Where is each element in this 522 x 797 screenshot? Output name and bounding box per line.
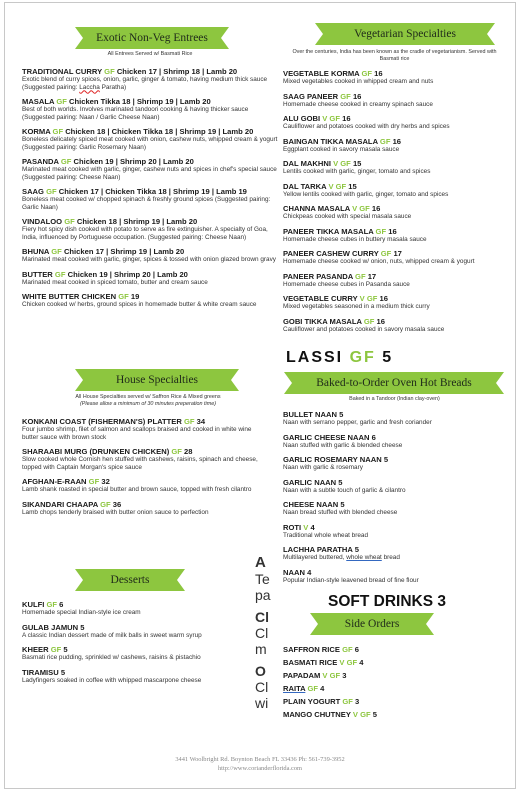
item-desc: Naan with garlic & rosemary xyxy=(283,464,363,471)
item-desc: Marinated meat cooked with garlic, ginger, cashew nuts and spices in chef's special sauce (Suggested pairing: Cheese Naan) xyxy=(22,166,277,181)
item-price: 5 xyxy=(339,410,344,419)
item-tag: V GF xyxy=(328,181,347,191)
desserts-title: Desserts xyxy=(110,574,150,586)
item-price: 5 xyxy=(63,645,68,654)
item-price: 5 xyxy=(383,455,389,464)
item-price: 6 xyxy=(371,432,376,442)
item-tag: V GF xyxy=(352,710,371,719)
exotic-note: All Entrees Served w/ Basmati Rice xyxy=(107,51,193,57)
item-desc: Basmati rice pudding, sprinkled w/ cashews, raisins & pistachio xyxy=(22,654,201,661)
item-name: PLAIN YOGURT xyxy=(283,697,341,706)
item-name: SAAG PANEER xyxy=(283,91,339,101)
item-price: 5 xyxy=(80,622,85,632)
item-name: BULLET NAAN xyxy=(283,410,337,419)
item-price: Chicken 17 | Chicken Tikka 18 | Shrimp 19 | Lamb 19 xyxy=(58,187,247,196)
item-name: BHUNA xyxy=(22,247,50,256)
ghost-text xyxy=(255,555,271,711)
item-desc: Lamb shank roasted in special butter and brown sauce, topped with fresh cilantro xyxy=(22,486,252,493)
list-item xyxy=(22,217,282,241)
item-name: PANEER TIKKA MASALA xyxy=(283,226,374,236)
item-price: 16 xyxy=(371,204,381,213)
item-price: 16 xyxy=(388,226,397,236)
item-name: DAL MAKHNI xyxy=(283,159,331,168)
item-name: KULFI xyxy=(22,600,45,609)
item-name: VEGETABLE KORMA xyxy=(283,69,360,78)
item-name: NAAN xyxy=(283,567,305,577)
item-name: SAAG xyxy=(22,187,44,196)
item-desc-underlined: Laccha xyxy=(79,83,100,91)
item-name: CHEESE NAAN xyxy=(283,500,339,509)
item-desc: Eggplant cooked in savory masala sauce xyxy=(283,145,400,153)
list-item xyxy=(22,67,282,91)
breads-list xyxy=(283,410,508,590)
list-item xyxy=(283,684,483,693)
item-name: SIKANDARI CHAAPA xyxy=(22,499,98,509)
list-item xyxy=(283,182,511,199)
veg-title: Vegetarian Specialties xyxy=(354,28,456,40)
item-tag: GF xyxy=(54,269,66,279)
item-price: 15 xyxy=(352,159,362,168)
item-desc: Chickpeas cooked with special masala sauce xyxy=(283,213,412,220)
item-tag: GF xyxy=(64,217,75,226)
list-item xyxy=(22,127,282,151)
item-desc-tail: bread xyxy=(383,554,400,561)
item-tag: GF xyxy=(100,499,111,509)
exotic-title: Exotic Non-Veg Entrees xyxy=(96,32,208,44)
house-banner xyxy=(75,369,239,391)
list-item xyxy=(22,187,282,211)
item-price: 5 xyxy=(60,667,66,677)
list-item xyxy=(283,137,511,154)
item-tag: GF xyxy=(375,226,387,236)
item-name: GARLIC CHEESE NAAN xyxy=(283,432,370,442)
item-name: DAL TARKA xyxy=(283,181,327,191)
list-item xyxy=(22,447,262,471)
item-tag: GF xyxy=(379,136,391,146)
item-price: Chicken 18 | Shrimp 19 | Lamb 20 xyxy=(76,217,198,226)
ghost-line: Te xyxy=(255,571,270,587)
item-name: GOBI TIKKA MASALA xyxy=(283,316,362,326)
sides-banner xyxy=(310,613,434,635)
item-name: TIRAMISU xyxy=(22,667,59,677)
item-price: Chicken 17 | Shrimp 19 | Lamb 20 xyxy=(63,247,185,256)
item-tag: GF xyxy=(361,69,373,78)
list-item xyxy=(283,568,508,585)
item-price: 4 xyxy=(320,684,325,693)
item-desc: Fiery hot spicy dish cooked with potato to serve as fire extinguisher. A specialty of Goa, India, influenced by Portuguese occupation. (Suggested pairing: Cheese Naan) xyxy=(22,226,268,241)
item-name: PASANDA xyxy=(22,157,59,166)
item-name: TRADITIONAL CURRY xyxy=(22,67,103,76)
footer-url[interactable]: http://www.corianderflorida.com xyxy=(217,765,303,772)
item-tag: GF xyxy=(51,247,62,256)
item-desc: Naan with a subtle touch of garlic & cilantro xyxy=(283,486,406,494)
item-name: LACHHA PARATHA xyxy=(283,545,353,554)
ghost-line: O xyxy=(255,663,266,679)
item-desc: Homemade cheese cooked in creamy spinach sauce xyxy=(283,100,433,108)
list-item xyxy=(22,157,282,181)
item-price: 16 xyxy=(352,91,362,101)
item-desc: Lentils cooked with garlic, ginger, tomato and spices xyxy=(283,168,431,175)
item-price: Chicken 19 | Shrimp 20 | Lamb 20 xyxy=(67,269,188,279)
list-item xyxy=(283,433,508,450)
item-tag: V GF xyxy=(333,159,351,168)
item-desc: Yellow lentils cooked with garlic, ginger, tomato and spices xyxy=(283,190,449,198)
item-name: CHANNA MASALA xyxy=(283,204,350,213)
item-price: 6 xyxy=(59,600,64,609)
ghost-line: wi xyxy=(255,695,269,711)
item-price: 4 xyxy=(310,522,315,532)
list-item xyxy=(283,272,511,289)
item-name: VEGETABLE CURRY xyxy=(283,294,358,303)
item-name: BUTTER xyxy=(22,269,53,279)
item-tag: GF xyxy=(342,645,353,654)
desserts-list xyxy=(22,600,252,690)
list-item xyxy=(283,658,483,667)
item-price: 36 xyxy=(112,499,122,509)
item-desc: Four jumbo shrimp, filet of salmon and scallops braised and cooked in white wine butter sauce with brown stock xyxy=(22,426,252,441)
item-name: MANGO CHUTNEY xyxy=(283,710,351,719)
breads-banner xyxy=(284,372,504,394)
item-desc: Traditional whole wheat bread xyxy=(283,531,369,539)
list-item xyxy=(283,500,508,517)
item-price: Chicken 19 | Shrimp 20 | Lamb 20 xyxy=(73,157,194,166)
item-price: 17 xyxy=(393,249,402,258)
list-item xyxy=(283,710,483,719)
list-item xyxy=(22,97,282,121)
item-desc: Chicken cooked w/ herbs, ground spices in homemade butter & white cream sauce xyxy=(22,301,257,308)
item-tag: V GF xyxy=(339,658,358,667)
ghost-line: A xyxy=(255,554,266,571)
item-price: 3 xyxy=(355,697,360,706)
house-note-line: All House Specialties served w/ Saffron Rice & Mixed greens xyxy=(75,394,221,400)
soft-drinks: SOFT DRINKS 3 xyxy=(328,593,446,610)
item-name: KONKANI COAST (FISHERMAN'S) PLATTER xyxy=(22,417,182,426)
list-item xyxy=(22,270,282,287)
footer-address: 3441 Woolbright Rd. Boynton Beach FL 33436 Ph: 561-739-3952 xyxy=(175,756,345,763)
exotic-list xyxy=(22,67,282,315)
list-item xyxy=(283,545,508,562)
list-item xyxy=(283,645,483,654)
item-tag: GF xyxy=(56,97,67,106)
list-item xyxy=(283,523,508,540)
list-item xyxy=(283,697,483,706)
item-desc: Marinated meat cooked with garlic, ginger, spices & tossed with onion glazed brown gravy xyxy=(22,256,276,263)
item-price: 16 xyxy=(379,294,388,303)
item-tag: GF xyxy=(184,417,195,426)
item-price: 6 xyxy=(354,645,359,654)
item-desc: Homemade cheese cubes in buttery masala sauce xyxy=(283,235,427,243)
lassi-clipped xyxy=(286,347,394,366)
item-desc: A classic Indian dessert made of milk balls in sweet warm syrup xyxy=(22,631,202,639)
item-name: SHARAABI MURG (DRUNKEN CHICKEN) xyxy=(22,447,170,456)
item-tag: GF xyxy=(50,645,62,654)
item-name: GARLIC NAAN xyxy=(283,477,337,487)
item-desc: Popular Indian-style leavened bread of fine flour xyxy=(283,576,419,584)
item-price: 5 xyxy=(340,500,345,509)
list-item xyxy=(283,204,511,221)
item-name: AFGHAN-E-RAAN xyxy=(22,477,87,486)
item-name: PAPADAM xyxy=(283,671,321,680)
item-price: 5 xyxy=(354,545,359,554)
item-tag: GF xyxy=(46,600,58,609)
item-price: Chicken 18 | Chicken Tikka 18 | Shrimp 19 | Lamb 20 xyxy=(65,127,254,136)
item-tag: V GF xyxy=(322,671,341,680)
list-item xyxy=(22,600,252,617)
item-tag: GF xyxy=(307,684,319,693)
item-name: KORMA xyxy=(22,127,51,136)
list-item xyxy=(22,417,262,441)
item-price: 3 xyxy=(342,671,347,680)
house-title: House Specialties xyxy=(115,374,199,386)
item-tag: V GF xyxy=(359,294,378,303)
list-item xyxy=(22,623,252,640)
item-price: 15 xyxy=(348,181,357,191)
item-price: 4 xyxy=(307,567,312,577)
ghost-line: m xyxy=(255,641,267,657)
item-name: BASMATI RICE xyxy=(283,658,338,667)
ghost-line: Cl xyxy=(255,609,269,625)
item-desc: Best of both worlds. Involves marinated tandoori cooking & having thicker sauce (Suggested pairing: Naan / Garlic Cheese Naan) xyxy=(22,106,249,121)
desserts-banner xyxy=(75,569,185,591)
list-item xyxy=(22,477,262,494)
item-price: 34 xyxy=(196,417,206,426)
list-item xyxy=(283,294,511,311)
item-desc: Slow cooked whole Cornish hen stuffed with cashews, raisins, spinach and cheese, topped with Captain Morgan's spice sauce xyxy=(22,456,258,471)
item-tag: GF xyxy=(355,271,366,281)
item-name: KHEER xyxy=(22,645,49,654)
item-tag: V GF xyxy=(322,114,340,123)
item-name: GULAB JAMUN xyxy=(22,622,79,632)
item-desc: Multilayered buttered, xyxy=(283,554,345,561)
item-desc: Homemade special Indian-style ice cream xyxy=(22,609,141,616)
item-price: 5 xyxy=(338,477,343,487)
item-desc: Boneless meat cooked w/ chopped spinach & freshly ground spices (Suggested pairing: Garlic Naan) xyxy=(22,196,271,211)
house-note xyxy=(23,394,273,408)
item-name: ALU GOBI xyxy=(283,114,321,123)
ghost-line: Cl xyxy=(255,679,269,695)
item-desc: Lamb chops tenderly braised with butter onion sauce to perfection xyxy=(22,508,209,516)
item-desc-underlined: whole wheat xyxy=(346,554,382,561)
item-tag: GF xyxy=(118,292,129,301)
list-item xyxy=(283,227,511,244)
item-desc: Mixed vegetables seasoned in a medium thick curry xyxy=(283,303,430,310)
list-item xyxy=(283,478,508,495)
ghost-line: pa xyxy=(255,587,271,603)
item-name: VINDALOO xyxy=(22,217,63,226)
list-item xyxy=(22,668,252,685)
item-desc: Naan stuffed with garlic & blended cheese xyxy=(283,441,403,449)
item-price: 16 xyxy=(392,136,402,146)
item-price: 16 xyxy=(376,316,385,326)
item-tag: GF xyxy=(104,67,115,76)
item-name: SAFFRON RICE xyxy=(283,645,340,654)
item-desc-tail: Paratha) xyxy=(101,83,127,91)
lassi-name: LASSI xyxy=(286,349,344,366)
item-desc: Naan with serrano pepper, garlic and fresh coriander xyxy=(283,419,432,426)
list-item xyxy=(283,159,511,176)
item-price: Chicken 17 | Shrimp 18 | Lamb 20 xyxy=(116,67,238,76)
item-name: PANEER CASHEW CURRY xyxy=(283,249,379,258)
veg-list xyxy=(283,69,511,339)
list-item xyxy=(22,645,252,662)
veg-note: Over the centuries, India has been known as the cradle of vegetarianism. Served with Basmati rice xyxy=(292,49,497,62)
item-price: 17 xyxy=(367,271,377,281)
item-tag: GF xyxy=(171,447,182,456)
list-item xyxy=(22,292,282,309)
list-item xyxy=(283,317,511,334)
list-item xyxy=(283,92,511,109)
item-desc: Mixed vegetables cooked in whipped cream and nuts xyxy=(283,78,434,85)
item-desc: Marinated meat cooked in spiced tomato, butter and cream sauce xyxy=(22,278,208,286)
veg-banner xyxy=(315,23,495,45)
item-desc: Ladyfingers soaked in coffee with whipped mascarpone cheese xyxy=(22,676,202,684)
item-name: BAINGAN TIKKA MASALA xyxy=(283,136,378,146)
item-desc: Homemade cheese cooked w/ onion, nuts, whipped cream & yogurt xyxy=(283,258,475,265)
item-tag: GF xyxy=(342,697,353,706)
list-item xyxy=(283,69,511,86)
item-price: 16 xyxy=(342,114,351,123)
list-item xyxy=(283,671,483,680)
item-name: PANEER PASANDA xyxy=(283,271,353,281)
ghost-line: Cl xyxy=(255,625,269,641)
item-tag: GF xyxy=(88,477,100,486)
item-tag: GF xyxy=(363,316,375,326)
item-name: ROTI xyxy=(283,522,302,532)
item-desc: Naan bread stuffed with blended cheese xyxy=(283,509,398,516)
item-name: GARLIC ROSEMARY NAAN xyxy=(283,455,382,464)
item-name: MASALA xyxy=(22,97,55,106)
footer xyxy=(5,755,515,773)
house-note-italic: (Please allow a minimum of 30 minutes preperation time) xyxy=(79,401,217,407)
item-desc: Homemade cheese cubes in Pasanda sauce xyxy=(283,280,410,288)
item-price: 16 xyxy=(374,69,383,78)
item-name: WHITE BUTTER CHICKEN xyxy=(22,292,117,301)
item-tag: V GF xyxy=(352,204,370,213)
item-price: 28 xyxy=(184,447,193,456)
list-item xyxy=(283,114,511,131)
list-item xyxy=(283,455,508,472)
breads-note: Baked in a Tandoor (Indian clay-oven) xyxy=(349,396,440,402)
item-tag: GF xyxy=(46,187,57,196)
item-price: 4 xyxy=(359,658,364,667)
item-tag: V xyxy=(303,522,309,532)
list-item xyxy=(283,249,511,266)
sides-list xyxy=(283,645,483,723)
house-list xyxy=(22,417,262,522)
item-desc: Cauliflower and potatoes cooked with dry herbs and spices xyxy=(283,123,450,130)
menu-page xyxy=(4,2,516,789)
item-tag: GF xyxy=(52,127,64,136)
item-price: Chicken Tikka 18 | Shrimp 19 | Lamb 20 xyxy=(69,97,211,106)
item-desc: Boneless delicately spiced meat cooked with onion, cashew nuts, whipped cream & yogurt (Suggested pairing: Garlic Rosemary Naan) xyxy=(22,136,278,151)
lassi-price: 5 xyxy=(382,349,394,366)
sides-title: Side Orders xyxy=(344,618,400,630)
list-item xyxy=(22,247,282,264)
item-desc: Cauliflower and potatoes cooked in savory masala sauce xyxy=(283,325,445,333)
item-price: 32 xyxy=(101,477,110,486)
item-tag: GF xyxy=(60,157,72,166)
item-price: 5 xyxy=(372,710,378,719)
exotic-banner xyxy=(75,27,229,49)
item-tag: GF xyxy=(340,91,351,101)
item-name: RAITA xyxy=(283,684,306,693)
item-tag: GF xyxy=(380,249,392,258)
lassi-tag: GF xyxy=(349,349,376,366)
breads-title: Baked-to-Order Oven Hot Breads xyxy=(316,377,472,389)
item-desc: Exotic blend of curry spices, onion, garlic, ginger & tomato, having medium thick sauce (Suggested pairing: xyxy=(22,76,268,91)
list-item xyxy=(283,410,508,427)
item-price: 19 xyxy=(130,292,140,301)
list-item xyxy=(22,500,262,517)
